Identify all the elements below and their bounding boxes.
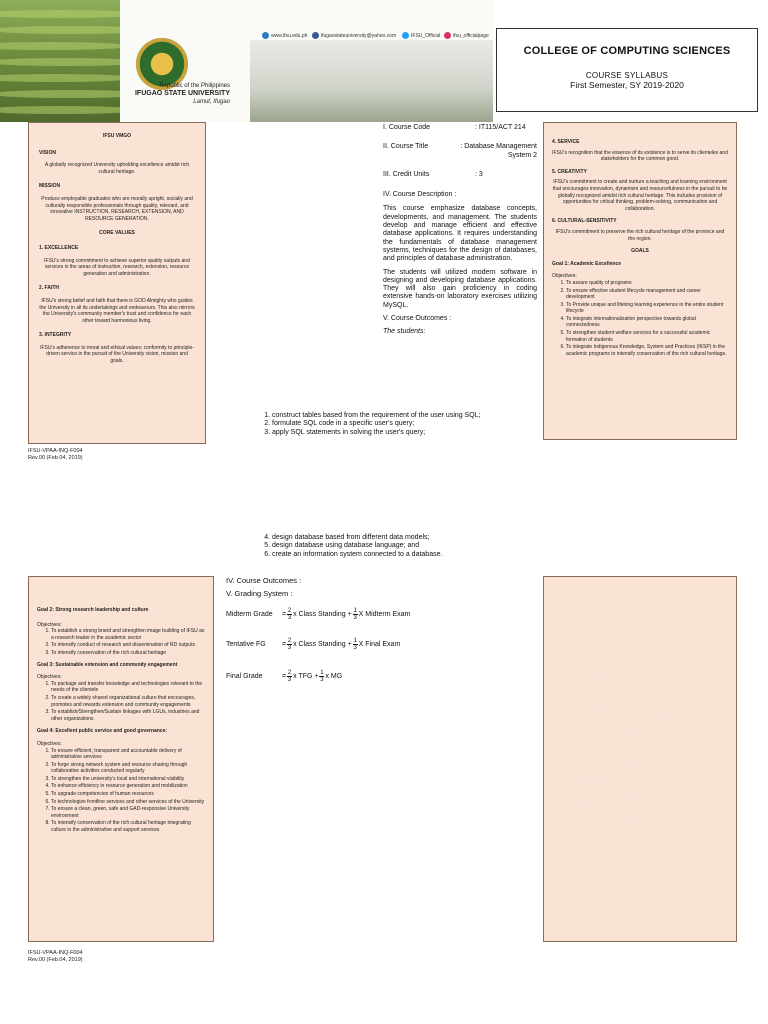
objectives-label: Objectives:	[37, 621, 62, 628]
course-title-label: II. Course Title	[383, 143, 429, 151]
university-location: Lamut, Ifugao	[193, 99, 230, 105]
vmgo-title: IFSU VMGO	[102, 133, 132, 139]
frac-den: 3	[353, 615, 357, 621]
form-code: IFSU-VPAA-INQ-F004	[28, 950, 83, 956]
outcome-5: 5. design database using database language; and	[272, 542, 498, 550]
frac-num: 2	[287, 638, 292, 644]
faded-objective: 4. manipulate modern computing tools;	[572, 816, 722, 823]
form-code: IFSU-VPAA-INQ-F004	[28, 448, 83, 454]
social-facebook[interactable]	[312, 32, 396, 39]
goal-1-item: 4. To integrate internationalization perspective towards global connectedness	[566, 316, 728, 329]
header-banner	[0, 0, 493, 122]
grading-system-label: V. Grading System :	[226, 589, 293, 598]
goal-1-item: 3. To Provide unique and lifelong learning experience in the entire student lifecycle	[566, 302, 728, 315]
globe-icon	[262, 32, 269, 39]
credit-units-label: III. Credit Units	[383, 170, 430, 178]
course-code-value: : IT115/ACT 214	[475, 124, 526, 131]
service-text: IFSU's recognition that the essence of its existence is to serve its clienteles and stakeholders for the common good.	[552, 149, 728, 163]
formula-final-name: Final Grade	[226, 673, 263, 680]
formula-equals: =	[282, 673, 287, 680]
fraction-two-thirds	[287, 638, 292, 651]
outcome-1: 1. construct tables based from the requirement of the user using SQL;	[272, 412, 518, 420]
outcome-3: 3. apply SQL statements in solving the user's query;	[272, 429, 518, 437]
form-revision: Rev.00 (Feb.04, 2019)	[28, 957, 83, 963]
course-title-value: : Database Management System 2	[460, 143, 537, 159]
frac-num: 1	[320, 670, 324, 676]
faded-objectives-label: OBJECTIVES OF THE PROGRAM	[601, 727, 679, 734]
outcomes-list-a	[258, 412, 518, 437]
core-values-label: CORE VALUES	[99, 230, 135, 237]
facebook-icon	[312, 32, 319, 39]
social-facebook-label: ifugaostateuniversity@yahoo.com	[321, 32, 397, 39]
social-website[interactable]	[262, 32, 307, 39]
faded-objective: 6. conduct research, extension and resource generation activities.	[572, 845, 722, 852]
goal-4-item: 7. To ensure a clean, green, safe and GAD-responsive University environment	[51, 806, 205, 819]
cultural-text: IFSU's commitment to preserve the rich cultural heritage of the province and the region.	[555, 228, 725, 242]
formula-final-right: x MG	[325, 673, 343, 680]
faded-goal-text: The graduates are globally competitive, morally upright, innovative and socially responsible individuals engaged in research, extension and resource generation activities.	[561, 700, 719, 719]
service-label: 4. SERVICE	[552, 139, 580, 145]
goal-3-item: 1. To package and transfer knowledge and technologies relevant to the needs of the clientele	[51, 681, 205, 694]
twitter-icon	[402, 32, 409, 39]
goal-1-label: Goal 1: Academic Excellence	[552, 260, 622, 267]
mission-label: MISSION	[39, 183, 61, 190]
objectives-label: Objectives:	[37, 674, 62, 681]
course-description-p1: This course emphasize database concepts, developments, and management. The students develop and manage efficient and effective database applications. It requires understanding the fundamentals of database management systems, techniques for the design of databases, and principles of database administration.	[383, 205, 537, 263]
faded-objective: 5. work effectively in multi-disciplinary and multicultural teams; and	[572, 830, 722, 837]
course-description-p2: The students will utilized modern software in designing and developing database applications. They will also gain proficiency in coding extensive hands-on laboratory exercises utilizing MySQL.	[383, 268, 537, 309]
goal-4-item: 6. To technologize frontline services and other services of the University	[51, 799, 205, 806]
social-website-label: www.ifsu.edu.ph	[271, 32, 308, 39]
social-twitter[interactable]	[402, 32, 440, 39]
faith-label: 2. FAITH	[39, 285, 60, 292]
frac-den: 3	[320, 677, 324, 683]
fraction-two-thirds	[287, 608, 292, 621]
goals-label: GOALS	[631, 248, 649, 255]
vision-label: VISION	[39, 149, 56, 156]
formula-midterm	[226, 608, 410, 621]
form-code-bottom	[28, 950, 83, 964]
outcome-2: 2. formulate SQL code in a specific user's query;	[272, 420, 518, 428]
goal-2-item: 1. To establish a strong brand and strengthen image building of IFSU as a research leader in the academic sector	[51, 628, 205, 641]
university-text	[120, 82, 230, 106]
formula-midterm-right: X Midterm Exam	[358, 611, 411, 618]
goal-1-item: 2. To ensure effective student lifecycle management and career development	[566, 288, 728, 301]
social-twitter-label: IFSU_Official	[411, 32, 441, 39]
excellence-label: 1. EXCELLENCE	[39, 244, 79, 251]
cultural-label: 6. CULTURAL-SENSITIVITY	[552, 218, 617, 225]
goal-1-item: 6. To integrate Indigenous Knowledge, System and Practices (IKSP) in the academic programs to intensify conservation of the rich cultural heritage.	[566, 344, 728, 357]
goal-2-label: Goal 2: Strong research leadership and culture	[37, 607, 149, 613]
frac-den: 3	[287, 677, 292, 683]
course-outcomes-label: V. Course Outcomes :	[383, 315, 452, 323]
faded-vision-label: VISION	[631, 627, 649, 633]
frac-den: 3	[287, 645, 292, 651]
students-label: The students:	[383, 328, 426, 336]
formula-midterm-left: x Class Standing +	[293, 611, 352, 618]
semester-label: First Semester, SY 2019-2020	[570, 80, 684, 90]
formula-tentative	[226, 638, 400, 651]
goal-2-item: 3. To intensify conservation of the rich cultural heritage	[51, 650, 205, 657]
formula-final-left: x TFG +	[293, 673, 319, 680]
vmgo-panel	[28, 122, 206, 444]
objectives-label: Objectives:	[37, 740, 62, 747]
formula-midterm-name: Midterm Grade	[226, 611, 273, 618]
faded-objective: 1. analyze complex problems, identify and define the computing requirements needed to design an appropriate solution;	[572, 753, 722, 766]
integrity-label: 3. INTEGRITY	[39, 332, 72, 339]
faded-objectives-intro: Graduates of Information Technology:	[558, 740, 642, 746]
grading-section	[226, 576, 301, 599]
instagram-icon	[444, 32, 451, 39]
faded-vision-text: An Academic Center of Excellence in Computing Sciences	[575, 639, 705, 646]
goal-4-item: 4. To enhance efficiency in resource generation and mobilization	[51, 783, 205, 790]
fraction-two-thirds	[287, 670, 292, 683]
college-title: COLLEGE OF COMPUTING SCIENCES	[523, 45, 731, 57]
goal-4-item: 3. To strengthen the university's local and international visibility	[51, 776, 205, 783]
goal-4-item: 8. To intensify conservation of the rich cultural heritage integrating culture in the administrative and support services	[51, 820, 205, 833]
fraction-one-third	[353, 638, 358, 651]
formula-tentative-left: x Class Standing +	[293, 641, 352, 648]
outcome-4: 4. design database based from different data models;	[272, 534, 498, 542]
faded-mission-text: To provide quality education towards professional development and global competitiveness of graduates in Computing Sciences	[558, 666, 722, 679]
frac-den: 3	[287, 615, 292, 621]
form-revision: Rev.00 (Feb.04, 2019)	[28, 455, 83, 461]
campus-photo	[250, 40, 493, 122]
program-panel	[543, 576, 737, 942]
objectives-label: Objectives:	[552, 273, 577, 280]
syllabus-label: COURSE SYLLABUS	[585, 71, 669, 80]
social-instagram[interactable]	[444, 32, 489, 39]
faded-mission-label: MISSION OF THE COLLEGE	[607, 654, 673, 660]
goal-3-item: 3. To establish/Strengthen/Sustain linkages with LGUs, industries and other organizations	[51, 709, 205, 722]
creativity-text: IFSU's commitment to create and nurture a teaching and learning environment that encourages innovation, dynamism and resourcefulness in the pursuit to be globally recognized amidst rich cultural heritage. This includes provision of opportunities for critical thinking, problem-solving, communication and collaboration.	[552, 179, 728, 212]
frac-num: 1	[353, 638, 357, 644]
outcomes-list-b	[258, 534, 498, 559]
course-title-box	[496, 28, 758, 112]
university-name: IFUGAO STATE UNIVERSITY	[134, 90, 230, 97]
course-info	[383, 124, 537, 337]
course-code-label: I. Course Code	[383, 124, 431, 131]
goal-4-label: Goal 4: Excellent public service and good governance:	[37, 728, 168, 735]
formula-final	[226, 670, 342, 683]
goal-3-label: Goal 3: Sustainable extension and community engagement	[37, 661, 178, 668]
outcome-6: 6. create an information system connected to a database.	[272, 551, 498, 559]
faded-goal-label: GOAL OF THE COLLEGE	[610, 687, 670, 694]
integrity-text: IFSU's adherence to moral and ethical values; conformity to principle-driven service in the pursuit of the University vision, mission and goals.	[40, 344, 194, 365]
goal-1-item: 1. To assure quality of programs	[566, 280, 728, 287]
republic-label: Republic of the Philippines	[159, 83, 230, 89]
goals-panel	[28, 576, 214, 942]
credit-units-value: : 3	[475, 170, 483, 178]
course-description-label: IV. Course Description :	[383, 191, 457, 199]
goal-4-item: 1. To ensure efficient, transparent and accountable delivery of administrative services	[51, 748, 205, 761]
formula-tentative-name: Tentative FG	[226, 641, 266, 648]
mission-text: Produce employable graduates who are morally upright, socially and culturally responsible professionals through quality, relevant, and innovative INSTRUCTION, RESEARCH, EXTENSION, AND RESOURCE GENERATION.	[41, 195, 193, 222]
goal-4-item: 5. To upgrade competencies of human resources	[51, 791, 205, 798]
values-goals-panel	[543, 122, 737, 440]
goal-1-item: 5. To strengthen student welfare services for a successful academic formation of students	[566, 330, 728, 343]
formula-equals: =	[282, 611, 287, 618]
excellence-text: IFSU's strong commitment to achieve superior quality outputs and services in the areas of instruction, research, extension, resource generation and administration.	[44, 257, 190, 277]
goal-3-item: 2. To create a widely shared organizational culture that encourages, promotes and rewards extension and community engagements	[51, 695, 205, 708]
faded-objective: 2. apply computing and other knowledge domains to address real-world problems;	[572, 774, 722, 787]
faith-text: IFSU's strong belief and faith that there is GOD Almighty who guides the University in all its undertakings and endeavours. This also mirrors the University's community member's trust and confidence for each other toward harmonious living.	[39, 297, 195, 324]
frac-den: 3	[353, 645, 357, 651]
vision-text: A globally recognized University upholding excellence amidst rich cultural heritage.	[44, 162, 190, 175]
frac-num: 2	[287, 670, 292, 676]
frac-num: 2	[287, 608, 292, 614]
goal-2-item: 2. To intensify conduct of research and dissemination of RD outputs	[51, 642, 205, 649]
social-instagram-label: ifsu_officialpage	[453, 32, 489, 39]
frac-num: 1	[353, 608, 357, 614]
formula-tentative-right: X Final Exam	[358, 641, 401, 648]
course-outcomes-label-2: IV. Course Outcomes :	[226, 576, 302, 585]
fraction-one-third	[353, 608, 358, 621]
creativity-label: 5. CREATIVITY	[552, 168, 587, 175]
fraction-one-third	[319, 670, 324, 683]
form-code-top	[28, 448, 83, 462]
formula-equals: =	[282, 641, 287, 648]
goal-4-item: 2. To forge strong network system and resource sharing through collaborative activities conducted regularly	[51, 762, 205, 775]
faded-objective: 3. design and develop computing solutions using a system-level perspective;	[572, 795, 722, 808]
